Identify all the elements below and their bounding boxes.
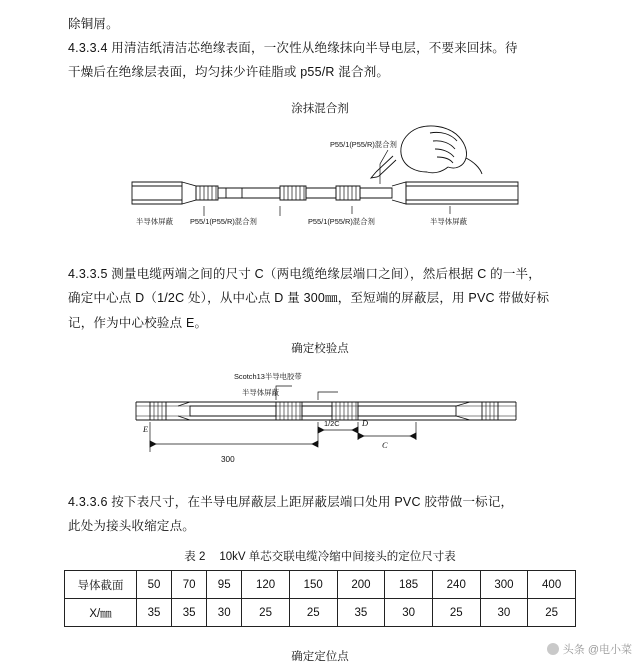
figure-1-label: P55/1(P55/R)混合剂: [308, 217, 375, 226]
table-cell: 300: [480, 571, 528, 599]
figure-2-label: 半导体屏蔽: [242, 388, 279, 397]
paragraph-line: 4.3.3.4 用清洁纸清洁芯绝缘表面，一次性从绝缘抹向半导电层，不要来回抹。待: [68, 41, 518, 55]
table-cell: 70: [172, 571, 207, 599]
table-cell: 50: [137, 571, 172, 599]
paragraph-line: 此处为接头收缩定点。: [68, 519, 196, 534]
figure-1-apply-compound: [130, 120, 520, 230]
table-cell: 35: [137, 599, 172, 627]
figure-2-label: C: [382, 441, 388, 450]
paragraph-line: 4.3.3.5 测量电缆两端之间的尺寸 C（两电缆绝缘层端口之间），然后根据 C 的一半，: [68, 267, 541, 281]
figure-2-label: D: [362, 419, 369, 428]
table-cell: 30: [480, 599, 528, 627]
table-cell: 400: [528, 571, 576, 599]
table-caption: 10kV 单芯交联电缆冷缩中间接头的定位尺寸表: [219, 551, 456, 563]
table-cell: 150: [289, 571, 337, 599]
paragraph-4-3-3-5: [0, 262, 640, 335]
table-cell: 120: [242, 571, 290, 599]
figure-2-verification-point: [126, 362, 526, 472]
table-row: [65, 599, 576, 627]
watermark-logo-icon: [547, 643, 559, 655]
figure-2-label: Scotch13半导电胶带: [234, 372, 302, 381]
paragraph-line: 4.3.3.6 按下表尺寸，在半导电屏蔽层上距屏蔽层端口处用 PVC 胶带做一标记，: [68, 495, 514, 509]
table-cell: 30: [385, 599, 433, 627]
figure-3-caption: 确定定位点: [291, 651, 349, 663]
table-number: 表 2: [184, 551, 206, 563]
lead-fragment: 除铜屑。: [68, 17, 119, 31]
table-cell: 30: [207, 599, 242, 627]
figure-1-caption: 涂抹混合剂: [291, 103, 349, 115]
table-cell: 25: [289, 599, 337, 627]
figure-2-label: 1/2C: [324, 419, 340, 428]
figure-2-label: 300: [221, 455, 235, 464]
row-header: X/㎜: [65, 599, 137, 627]
watermark-text: 头条 @电小菜: [562, 644, 632, 656]
figure-1-label: P55/1(P55/R)混合剂: [330, 140, 397, 149]
table-cell: 35: [172, 599, 207, 627]
table-row: [65, 571, 576, 599]
table-cell: 25: [432, 599, 480, 627]
paragraph-4-3-3-6: [0, 490, 640, 539]
paragraph-line: 确定中心点 D（1/2C 处），从中心点 D 量 300㎜，至短端的屏蔽层，用 PVC 带做好标: [68, 291, 550, 306]
watermark: [547, 641, 632, 657]
table-cell: 95: [207, 571, 242, 599]
figure-2-caption: 确定校验点: [291, 343, 349, 355]
row-header: 导体截面: [65, 571, 137, 599]
figure-1-label: 半导体屏蔽: [136, 217, 173, 226]
table-cell: 200: [337, 571, 385, 599]
paragraph-4-3-3-4: [0, 36, 640, 85]
figure-2-label: E: [143, 425, 149, 434]
table-cell: 35: [337, 599, 385, 627]
figure-1-label: 半导体屏蔽: [430, 217, 467, 226]
paragraph-line: 记，作为中心校验点 E。: [68, 315, 208, 330]
table-cell: 25: [242, 599, 290, 627]
paragraph-line: 干燥后在绝缘层表面，均匀抹少许硅脂或 p55/R 混合剂。: [68, 65, 390, 80]
table-cell: 240: [432, 571, 480, 599]
dimension-table: [64, 570, 576, 627]
table-title: [0, 548, 640, 564]
table-cell: 25: [528, 599, 576, 627]
table-cell: 185: [385, 571, 433, 599]
figure-1-label: P55/1(P55/R)混合剂: [190, 217, 257, 226]
